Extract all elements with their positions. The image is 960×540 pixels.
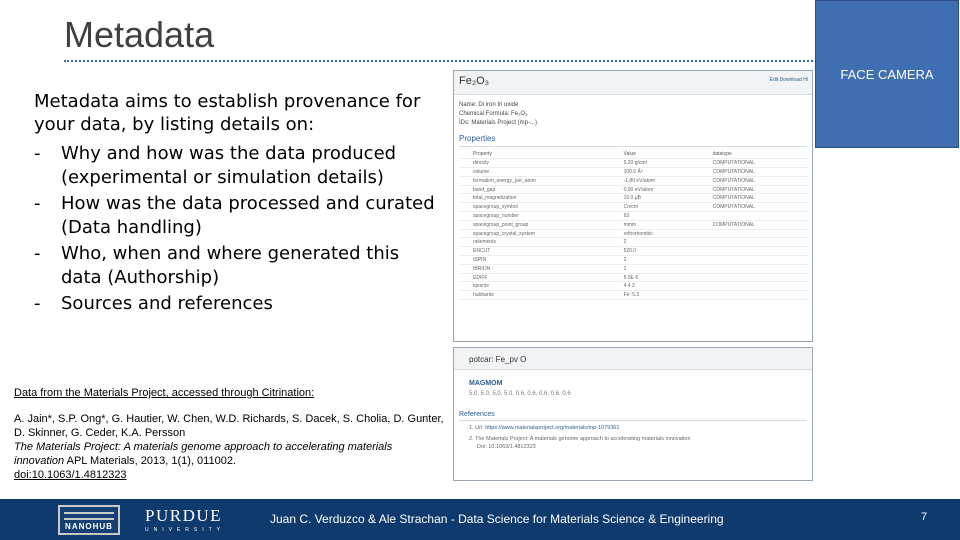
table-header-row <box>459 150 809 159</box>
table-cell: 4 4 3 <box>610 282 699 291</box>
bullet-text: How was the data processed and curated (Data handling) <box>61 193 435 238</box>
table-cell <box>699 247 809 256</box>
table-cell: IBRION <box>459 264 610 273</box>
table-cell: hubbards <box>459 291 610 300</box>
table-row <box>459 212 809 221</box>
table-row <box>459 220 809 229</box>
table-row <box>459 256 809 265</box>
properties-table <box>459 150 809 300</box>
bullet-item <box>34 242 444 290</box>
table-cell <box>699 282 809 291</box>
properties-screenshot <box>453 70 813 342</box>
bullet-text: Sources and references <box>61 293 273 314</box>
table-cell: EDIFF <box>459 273 610 282</box>
table-cell <box>699 273 809 282</box>
table-cell: 63 <box>610 212 699 221</box>
screenshot-actions: Edit Download Hi <box>769 77 808 83</box>
table-cell: COMPUTATIONAL <box>699 194 809 203</box>
references-title: References <box>459 411 807 421</box>
table-cell: -1.80 eV/atom <box>610 176 699 185</box>
nanohub-logo-bar <box>64 512 114 520</box>
table-cell <box>699 291 809 300</box>
properties-table-body <box>459 159 809 300</box>
properties-section-title: Properties <box>459 134 807 147</box>
table-cell: Cmcm <box>610 203 699 212</box>
table-cell: volume <box>459 168 610 177</box>
table-row <box>459 229 809 238</box>
info-line: Chemical Formula: Fe₂O₃ <box>459 111 528 117</box>
table-row <box>459 185 809 194</box>
bullet-text: Why and how was the data produced (experimental or simulation details) <box>61 143 397 188</box>
nanohub-logo-text: NANOHUB <box>65 522 113 531</box>
bullet-text: Who, when and where generated this data (Authorship) <box>61 243 400 288</box>
table-cell: spacegroup_crystal_system <box>459 229 610 238</box>
bullet-item <box>34 192 444 240</box>
material-info <box>454 95 812 128</box>
potcar-header: potcar: Fe_pv O <box>454 348 812 370</box>
table-cell: density <box>459 159 610 168</box>
bullet-list <box>34 142 444 318</box>
citation-journal: APL Materials, 2013, 1(1), 011002. <box>66 455 236 467</box>
page-number: 7 <box>921 511 928 523</box>
purdue-logo <box>145 506 225 533</box>
source-heading[interactable]: Data from the Materials Project, accessed through Citrination: <box>14 387 315 399</box>
table-row <box>459 291 809 300</box>
citation-authors: A. Jain*, S.P. Ong*, G. Hautier, W. Chen, W.D. Richards, S. Dacek, S. Cholia, D. Gunter, D. Skinner, G. Ceder, K.A. Persson <box>14 413 444 439</box>
column-header: Property <box>459 150 610 159</box>
table-row <box>459 168 809 177</box>
magmom-label: MAGMOM <box>469 380 503 387</box>
table-cell: total_magnetization <box>459 194 610 203</box>
magmom-values: 5.0, 5.0, 5.0, 5.0, 0.6, 0.6, 0.6, 0.6, 0.6 <box>469 391 571 397</box>
table-cell: COMPUTATIONAL <box>699 203 809 212</box>
info-line: Name: Di iron tri oxide <box>459 102 519 108</box>
table-cell <box>699 238 809 247</box>
nanohub-logo <box>58 505 120 535</box>
table-cell: spacegroup_symbol <box>459 203 610 212</box>
formula: Fe₂O₃ <box>459 75 490 87</box>
info-line: IDs: Materials Project (mp-...) <box>459 120 538 126</box>
table-cell: 2 <box>610 238 699 247</box>
table-cell <box>699 212 809 221</box>
column-header: Value <box>610 150 699 159</box>
table-row <box>459 159 809 168</box>
citation-title: The Materials Project: A materials genome approach to accelerating materials innovation <box>14 441 393 467</box>
table-cell: COMPUTATIONAL <box>699 159 809 168</box>
purdue-logo-subtext: UNIVERSITY <box>145 527 226 533</box>
bullet-item <box>34 142 444 190</box>
reference-text: 2. The Materials Project: A materials genome approach to accelerating materials innovation <box>469 436 691 442</box>
table-cell: 520.0 <box>610 247 699 256</box>
table-cell: spacegroup_point_group <box>459 220 610 229</box>
intro-text: Metadata aims to establish provenance for your data, by listing details on: <box>34 91 421 135</box>
table-cell: formation_energy_per_atom <box>459 176 610 185</box>
table-row <box>459 282 809 291</box>
table-cell: 100.6 Å³ <box>610 168 699 177</box>
table-cell: ENCUT <box>459 247 610 256</box>
references-screenshot <box>453 347 813 481</box>
face-camera-label: FACE CAMERA <box>840 67 934 82</box>
table-cell: nelements <box>459 238 610 247</box>
table-cell: 2 <box>610 256 699 265</box>
table-cell: spacegroup_number <box>459 212 610 221</box>
table-row <box>459 238 809 247</box>
table-cell: Fe: 5.3 <box>610 291 699 300</box>
table-cell: 5.20 g/cm³ <box>610 159 699 168</box>
bullet-marker: - <box>34 293 41 314</box>
table-cell: COMPUTATIONAL <box>699 185 809 194</box>
table-cell: ISPIN <box>459 256 610 265</box>
bullet-marker: - <box>34 143 41 164</box>
column-header: datatype <box>699 150 809 159</box>
table-row <box>459 247 809 256</box>
reference-doi: Doi: 10.1063/1.4812323 <box>477 444 536 450</box>
citation <box>14 412 444 482</box>
table-cell <box>699 264 809 273</box>
table-cell: band_gap <box>459 185 610 194</box>
reference-item <box>454 432 812 451</box>
table-cell <box>699 256 809 265</box>
source-block <box>14 386 444 482</box>
bullet-marker: - <box>34 243 41 264</box>
table-row <box>459 273 809 282</box>
bullet-marker: - <box>34 193 41 214</box>
table-cell: COMPUTATIONAL <box>699 168 809 177</box>
purdue-logo-text: PURDUE <box>145 506 223 525</box>
table-row <box>459 176 809 185</box>
citation-doi-link[interactable]: doi:10.1063/1.4812323 <box>14 469 127 481</box>
reference-prefix: 1. Url: <box>469 425 484 431</box>
footer-credit: Juan C. Verduzco & Ale Strachan - Data Science for Materials Science & Engineering <box>270 512 724 526</box>
table-cell: 15.0 μB <box>610 194 699 203</box>
table-cell: orthorhombic <box>610 229 699 238</box>
title-divider <box>64 60 944 62</box>
table-cell: mmm <box>610 220 699 229</box>
bullet-item <box>34 292 444 316</box>
table-row <box>459 264 809 273</box>
table-cell: 0.00 eV/atom <box>610 185 699 194</box>
reference-link[interactable]: https://www.materialsproject.org/materials/mp-1079361 <box>485 425 620 431</box>
footer-bar <box>0 499 960 540</box>
slide-title: Metadata <box>64 14 215 55</box>
table-cell <box>699 229 809 238</box>
table-cell: COMPUTATIONAL <box>699 220 809 229</box>
table-cell: kpoints <box>459 282 610 291</box>
table-row <box>459 203 809 212</box>
reference-item <box>454 421 812 432</box>
table-row <box>459 194 809 203</box>
table-cell: 1 <box>610 264 699 273</box>
face-camera-placeholder <box>815 0 959 148</box>
table-cell: COMPUTATIONAL <box>699 176 809 185</box>
screenshot-header <box>454 71 812 95</box>
table-cell: 5.0E-5 <box>610 273 699 282</box>
